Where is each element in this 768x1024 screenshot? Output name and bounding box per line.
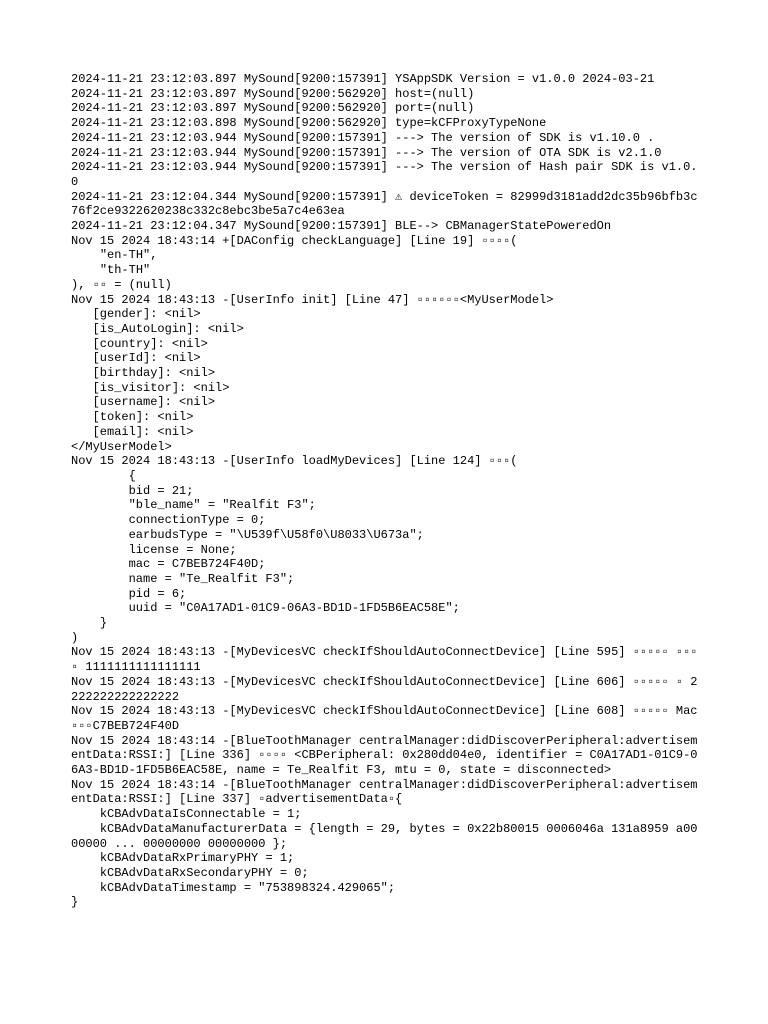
log-line: [username]: <nil> bbox=[71, 395, 216, 410]
log-line: mac = C7BEB724F40D; bbox=[71, 557, 266, 572]
log-line: </MyUserModel> bbox=[71, 439, 172, 454]
log-line: 2024-11-21 23:12:03.897 MySound[9200:157391] YSAppSDK Version = v1.0.0 2024-03-21 bbox=[71, 72, 655, 86]
log-line: } bbox=[71, 895, 79, 910]
log-line: Nov 15 2024 18:43:14 +[DAConfig checkLanguage] [Line 19] ▫▫▫▫( bbox=[71, 233, 518, 248]
log-line: Nov 15 2024 18:43:13 -[UserInfo loadMyDevices] [Line 124] ▫▫▫( bbox=[71, 454, 518, 469]
log-line: kCBAdvDataRxSecondaryPHY = 0; bbox=[71, 865, 309, 880]
log-line: Nov 15 2024 18:43:13 -[MyDevicesVC checkIfShouldAutoConnectDevice] [Line 606] ▫▫▫▫▫ ▫ 2222222222222222 bbox=[71, 674, 698, 704]
log-line: 2024-11-21 23:12:03.944 MySound[9200:157391] ---> The version of Hash pair SDK is v1.0.0 bbox=[71, 160, 698, 189]
log-line: ), ▫▫ = (null) bbox=[71, 277, 172, 292]
log-line: uuid = "C0A17AD1-01C9-06A3-BD1D-1FD5B6EAC58E"; bbox=[71, 601, 460, 616]
log-line: "ble_name" = "Realfit F3"; bbox=[71, 498, 316, 513]
log-line: "th-TH" bbox=[71, 263, 151, 278]
log-line: [birthday]: <nil> bbox=[71, 366, 216, 381]
log-line: [userId]: <nil> bbox=[71, 351, 201, 366]
log-line: kCBAdvDataTimestamp = "753898324.429065"; bbox=[71, 880, 396, 895]
log-line: kCBAdvDataManufacturerData = {length = 29, bytes = 0x22b80015 0006046a 131a8959 a0000000 ... 00000000 00000000 }; bbox=[71, 821, 698, 851]
log-line: Nov 15 2024 18:43:14 -[BlueToothManager centralManager:didDiscoverPeripheral:advertisementData:RSSI:] [Line 337] ▫advertisementData▫{ bbox=[71, 777, 698, 807]
log-line: 2024-11-21 23:12:03.944 MySound[9200:157391] ---> The version of OTA SDK is v2.1.0 bbox=[71, 145, 662, 160]
log-line: 2024-11-21 23:12:03.898 MySound[9200:562920] type=kCFProxyTypeNone bbox=[71, 116, 547, 131]
log-line: [email]: <nil> bbox=[71, 424, 194, 439]
log-output bbox=[71, 72, 701, 910]
log-line: bid = 21; bbox=[71, 483, 194, 498]
log-line: Nov 15 2024 18:43:13 -[UserInfo init] [Line 47] ▫▫▫▫▫▫<MyUserModel> bbox=[71, 292, 554, 307]
log-line: 2024-11-21 23:12:03.897 MySound[9200:562920] host=(null) bbox=[71, 86, 475, 101]
log-line: 2024-11-21 23:12:04.344 MySound[9200:157391] ⚠ deviceToken = 82999d3181add2dc35b96bfb3c76f2ce9322620238c332c8ebc3be5a7c4e63ea bbox=[71, 189, 698, 219]
log-line: Nov 15 2024 18:43:13 -[MyDevicesVC checkIfShouldAutoConnectDevice] [Line 608] ▫▫▫▫▫ Mac▫▫▫C7BEB724F40D bbox=[71, 704, 698, 733]
log-line: kCBAdvDataIsConnectable = 1; bbox=[71, 807, 302, 822]
log-line: { bbox=[71, 468, 136, 483]
log-line: ) bbox=[71, 630, 79, 645]
log-line: [gender]: <nil> bbox=[71, 307, 201, 322]
log-line: [is_visitor]: <nil> bbox=[71, 380, 230, 395]
log-line: [country]: <nil> bbox=[71, 336, 208, 351]
log-line: kCBAdvDataRxPrimaryPHY = 1; bbox=[71, 851, 295, 866]
log-line: Nov 15 2024 18:43:13 -[MyDevicesVC checkIfShouldAutoConnectDevice] [Line 595] ▫▫▫▫▫ ▫▫▫▫ 1111111111111111 bbox=[71, 645, 698, 675]
log-line: earbudsType = "\U539f\U58f0\U8033\U673a"; bbox=[71, 527, 424, 542]
log-line: [token]: <nil> bbox=[71, 410, 194, 425]
log-line: connectionType = 0; bbox=[71, 513, 266, 528]
log-line: 2024-11-21 23:12:03.944 MySound[9200:157391] ---> The version of SDK is v1.10.0 . bbox=[71, 130, 655, 145]
log-line: "en-TH", bbox=[71, 248, 158, 263]
log-line: name = "Te_Realfit F3"; bbox=[71, 571, 295, 586]
log-line: } bbox=[71, 616, 108, 631]
log-line: license = None; bbox=[71, 542, 237, 557]
log-line: 2024-11-21 23:12:04.347 MySound[9200:157391] BLE--> CBManagerStatePoweredOn bbox=[71, 219, 612, 234]
log-line: pid = 6; bbox=[71, 586, 187, 601]
log-line: Nov 15 2024 18:43:14 -[BlueToothManager centralManager:didDiscoverPeripheral:advertisementData:RSSI:] [Line 336] ▫▫▫▫ <CBPeripheral: 0x280dd04e0, identifier = C0A17AD1-01C9-06A3-BD1D-1FD5B6EAC58E, name = Te_Realfit F3, mtu = 0, state = disconnected> bbox=[71, 733, 698, 778]
log-line: 2024-11-21 23:12:03.897 MySound[9200:562920] port=(null) bbox=[71, 101, 475, 116]
log-line: [is_AutoLogin]: <nil> bbox=[71, 321, 244, 336]
